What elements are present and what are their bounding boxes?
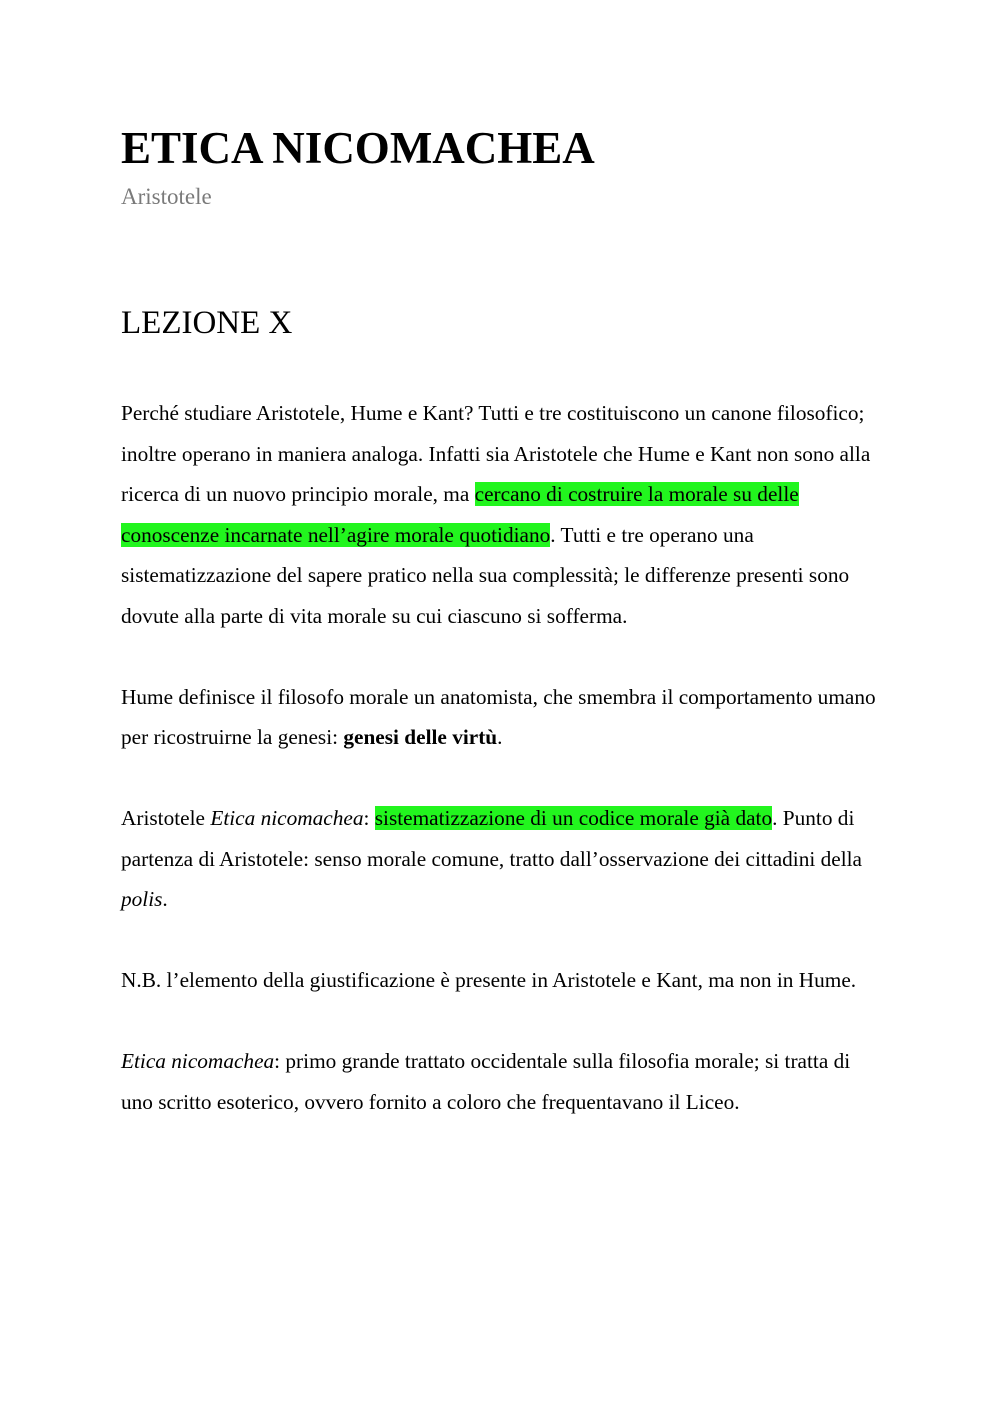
paragraph-aristotele [121,798,880,920]
paragraph-intro-text: Perché studiare Aristotele, Hume e Kant? Tutti e tre costituiscono un canone filosofico; inoltre operano in maniera analoga. Infatti sia Aristotele che Hume e Kant non sono alla ricerca di un nuovo principio morale, ma [121,401,871,506]
bold-term: genesi delle virtù [343,725,498,749]
paragraph-aristotele-colon: : [363,806,375,830]
paragraph-hume [121,677,880,758]
italic-work-title: Etica nicomachea [210,806,364,830]
paragraph-intro-text-end: . Tutti e tre operano una sistematizzazione del sapere pratico nella sua complessità; le differenze presenti sono dovute alla parte di vita morale su cui ciascuno si sofferma. [121,522,850,628]
document-author: Aristotele [121,184,212,209]
paragraph-hume-text: Hume definisce il filosofo morale un anatomista, che smembra il comportamento umano per ricostruirne la genesi: [121,684,876,749]
italic-polis: polis [121,887,163,911]
paragraph-aristotele-text: Aristotele [121,806,211,830]
italic-work-title: Etica nicomachea [121,1049,275,1073]
paragraph-etica [121,1041,880,1122]
paragraph-aristotele-text-middle: . Punto di partenza di Aristotele: senso morale comune, tratto dall’osservazione dei cittadini della [121,806,862,871]
paragraph-intro [121,393,880,636]
highlighted-text: sistematizzazione di un codice morale già dato [374,806,773,830]
highlighted-text: cercano di costruire la morale su delle conoscenze incarnate nell’agire morale quotidiano [121,482,799,547]
paragraph-hume-text-end: . [497,725,503,749]
paragraph-etica-text: : primo grande trattato occidentale sulla filosofia morale; si tratta di uno scritto esoterico, ovvero fornito a coloro che frequentavano il Liceo. [121,1049,851,1114]
document-title: ETICA NICOMACHEA [121,123,595,173]
paragraph-aristotele-text-end: . [162,887,168,911]
paragraph-nb: N.B. l’elemento della giustificazione è presente in Aristotele e Kant, ma non in Hume. [121,968,857,992]
lesson-heading: LEZIONE X [121,305,293,341]
